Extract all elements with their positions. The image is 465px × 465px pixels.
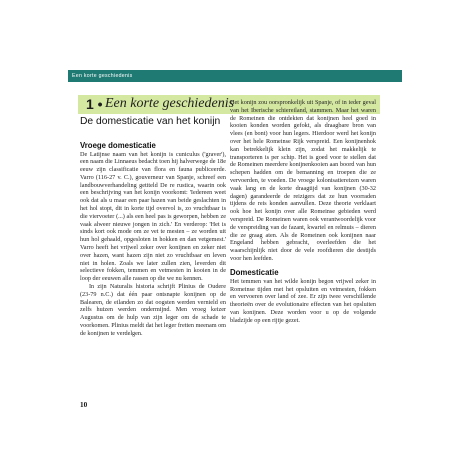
paragraph: In zijn Naturalis historia schrijft Plinius de Oudere (23-79 n.C.) dat één paar ontsnapte konijnen op de Balearen, de eilanden zo dat oogsten werden vernield en zelfs huizen werden ondermijnd. Men vroeg keizer Augustus om de hulp van zijn leger om de schade te voorkomen. Plinius meldt dat het leger fretten meenam om de konijnen te verdelgen.	[80, 283, 226, 337]
paragraph: De Latijnse naam van het konijn is cuniculus ('graver'), een naam die Linnaeus bedacht toen hij halverwege de 18e eeuw zijn classificatie van flora en fauna publiceerde. Varro (116-27 v. C.), gouverneur van Spanje, schreef een landbouwverhandeling getiteld De re rustica, waarin ook een beschrijving van het konijn voorkomt: 'Iedereen weet ook dat als u maar een paar hazen van beide geslachten in het hol stopt, dit in korte tijd overvol is, zo vruchtbaar is die viervoeter (...) als een heel pas is geworpen, hebben ze vaak alweer nieuwe jongen in zich.' En verderop: 'Het is sinds kort ook mode om ze vet te mesten – ze worden uit hun hol gehaald, opgesloten in hokken en dan vetgemest.' Varro heeft het vrijwel zeker over konijnen en zeker niet over hazen, want hazen zijn niet zo vruchtbaar en leven niet in holen. Zoals we later zullen zien, leverden dit selectieve fokken, temmen en vetmesten in kooien in de loop der eeuwen alle rassen op die we nu kennen.	[80, 150, 226, 283]
running-head: Een korte geschiedenis	[68, 70, 402, 82]
chapter-title: Een korte geschiedenis	[105, 96, 235, 111]
section-title: De domesticatie van het konijn	[80, 116, 221, 127]
paragraph: Het konijn zou oorspronkelijk uit Spanje, of in ieder geval van het Iberische schiereiland, stammen. Maar het waren de Romeinen die ontdekten dat konijnen heel goed in kooien konden worden gefokt, als draagbare bron van vlees (en bont) voor hun legers. Hierdoor werd het konijn over het hele Romeinse Rijk verspreid. Een konijnenhok kan betrekkelijk klein zijn, zodat het makkelijk te transporteren is per schip. Het is goed voor te stellen dat de Romeinen meerdere konijnenkooien aan boord van hun schepen hadden om de bemanning en troepen die ze vervoerden, te voeden. De vroege kolonisatiereizen waren vaak lang en de korte draagtijd van konijnen (30-32 dagen) garandeerde de reizigers dat ze hun voorraden tijdens de reis konden aanvullen. Deze theorie verklaart ook hoe het konijn over alle Romeinse gebieden werd verspreid. De Romeinen waren ook verantwoordelijk voor de verspreiding van de fazant, kwartel en relmuis – dieren die ze graag aten. Als de Romeinen ook konijnen naar Engeland hebben gebracht, overleefden die het waarschijnlijk niet door de vele roofdieren die destijds voor hen leefden.	[230, 99, 376, 262]
subhead-domesticatie: Domesticatie	[230, 267, 279, 277]
chapter-number: 1 •	[86, 96, 103, 112]
page-number: 10	[80, 401, 88, 409]
left-column	[80, 116, 226, 338]
right-column	[230, 99, 376, 325]
paragraph: Het temmen van het wilde konijn begon vrijwel zeker in Romeinse tijden met het opsluiten en vetmesten, fokken en vervoeren over land of zee. Er zijn twee verschillende theorieën over de evolutionaire effecten van het opsluiten van konijnen. Deze worden voor u op de volgende bladzijde op een rijtje gezet.	[230, 277, 376, 324]
subhead-vroege-domesticatie: Vroege domesticatie	[80, 140, 156, 150]
